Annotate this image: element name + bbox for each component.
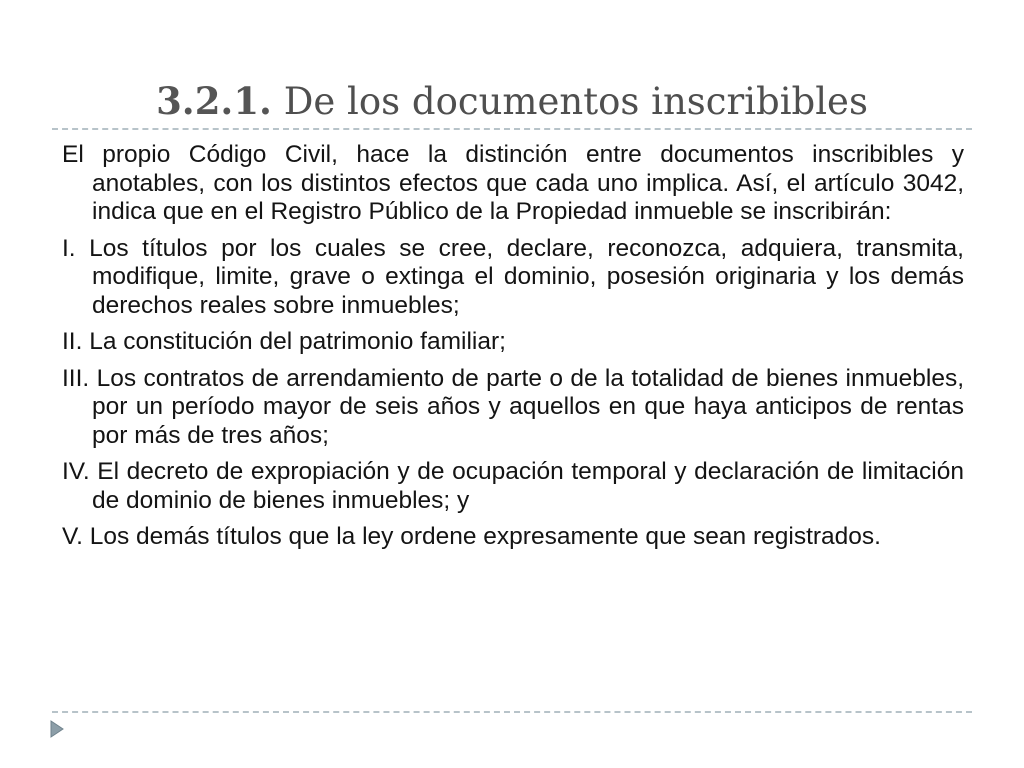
list-item-iv: IV. El decreto de expropiación y de ocupación temporal y declaración de limitación de dominio de bienes inmuebles; y xyxy=(62,458,964,514)
slide-body xyxy=(62,141,964,560)
footer-divider xyxy=(52,711,972,713)
title-number: 3.2.1. xyxy=(156,79,272,123)
slide-title xyxy=(0,74,1024,128)
list-item-v: V. Los demás títulos que la ley ordene expresamente que sean registrados. xyxy=(62,523,881,550)
list-item-iii: III. Los contratos de arrendamiento de parte o de la totalidad de bienes inmuebles, por un período mayor de seis años y aquellos en que haya anticipos de rentas por más de tres años; xyxy=(62,364,964,449)
list-item-ii: II. La constitución del patrimonio familiar; xyxy=(62,328,506,355)
play-arrow-icon xyxy=(50,720,64,738)
title-text: De los documentos inscribibles xyxy=(283,80,868,123)
list-item-i: I. Los títulos por los cuales se cree, declare, reconozca, adquiera, transmita, modifique, limite, grave o extinga el dominio, posesión originaria y los demás derechos reales sobre inmuebles; xyxy=(62,234,964,319)
title-divider xyxy=(52,128,972,130)
intro-paragraph: El propio Código Civil, hace la distinción entre documentos inscribibles y anotables, con los distintos efectos que cada uno implica. Así, el artículo 3042, indica que en el Registro Público de la Propiedad inmueble se inscribirán: xyxy=(62,141,964,225)
